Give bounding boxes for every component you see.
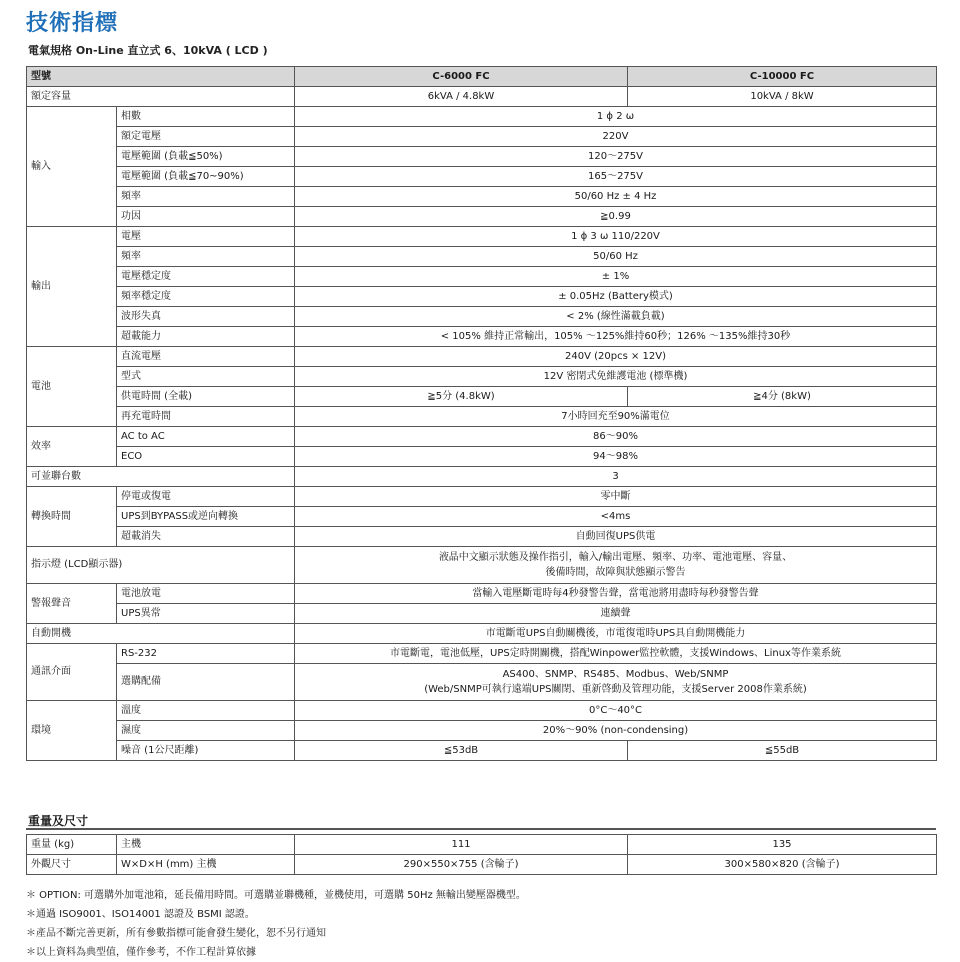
table-row: [27, 547, 937, 584]
table-row: [27, 267, 937, 287]
row-label: 波形失真: [117, 307, 295, 327]
table-row: [27, 247, 937, 267]
cell-value: ± 1%: [295, 267, 937, 287]
row-label: 電壓: [117, 227, 295, 247]
row-label: 電壓穩定度: [117, 267, 295, 287]
cell-value: 120〜275V: [295, 147, 937, 167]
indicator-line-2: 後備時間，故障與狀態顯示警告: [545, 567, 686, 578]
table-row: [27, 584, 937, 604]
table-row: [27, 147, 937, 167]
row-label: 型式: [117, 367, 295, 387]
cell-value: ≧0.99: [295, 207, 937, 227]
cell-value: 135: [628, 835, 937, 855]
row-label: 電壓範圍 (負載≦50%): [117, 147, 295, 167]
page-subtitle: 電氣規格 On-Line 直立式 6、10kVA ( LCD ): [28, 44, 268, 57]
spec-table: [26, 66, 937, 761]
table-row: [27, 327, 937, 347]
cell-value: ≧4分 (8kW): [628, 387, 937, 407]
section-divider: [26, 828, 936, 830]
cell-value: ≦53dB: [295, 741, 628, 761]
cell-value: 市電斷電，電池低壓，UPS定時開關機，搭配Winpower監控軟體，支援Windows、Linux等作業系統: [295, 644, 937, 664]
row-label: 額定容量: [27, 87, 295, 107]
cell-value: 當輸入電壓斷電時每4秒發警告聲，當電池將用盡時每秒發警告聲: [295, 584, 937, 604]
cell-value: 300×580×820 (含輪子): [628, 855, 937, 875]
group-label-env: 環境: [27, 701, 117, 761]
row-label: 電池放電: [117, 584, 295, 604]
cell-value: 連續聲: [295, 604, 937, 624]
table-row: [27, 347, 937, 367]
row-sublabel: W×D×H (mm) 主機: [117, 855, 295, 875]
table-row: [27, 87, 937, 107]
row-label: 頻率: [117, 187, 295, 207]
table-row: [27, 127, 937, 147]
cell-value: <4ms: [295, 507, 937, 527]
table-row: [27, 855, 937, 875]
row-label: 選購配備: [117, 664, 295, 701]
cell-value: [295, 664, 937, 701]
row-label: 指示燈 (LCD顯示器): [27, 547, 295, 584]
table-row: [27, 721, 937, 741]
note-item: ＊ OPTION: 可選購外加電池箱，延長備用時間。可選購並聯機種，並機使用，可選購 50Hz 無輸出變壓器機型。: [26, 890, 526, 901]
cell-value: 50/60 Hz: [295, 247, 937, 267]
table-row: [27, 207, 937, 227]
cell-value: 零中斷: [295, 487, 937, 507]
cell-value: 1 ϕ 2 ω: [295, 107, 937, 127]
row-label: 自動開機: [27, 624, 295, 644]
table-row: [27, 701, 937, 721]
cell-value: 7小時回充至90%滿電位: [295, 407, 937, 427]
row-sublabel: 主機: [117, 835, 295, 855]
row-label: 相數: [117, 107, 295, 127]
row-label: 噪音 (1公尺距離): [117, 741, 295, 761]
header-model-6000: C-6000 FC: [295, 67, 628, 87]
table-row: [27, 741, 937, 761]
group-label-efficiency: 效率: [27, 427, 117, 467]
table-row: [27, 227, 937, 247]
table-row: [27, 664, 937, 701]
weight-table: [26, 834, 937, 875]
row-label: RS-232: [117, 644, 295, 664]
header-model-10000: C-10000 FC: [628, 67, 937, 87]
cell-value: 165〜275V: [295, 167, 937, 187]
table-header-row: [27, 67, 937, 87]
row-label: 電壓範圍 (負載≦70~90%): [117, 167, 295, 187]
cell-value: 240V (20pcs × 12V): [295, 347, 937, 367]
note-item: ＊產品不斷完善更新，所有參數指標可能會發生變化，恕不另行通知: [26, 928, 326, 939]
row-label: 直流電壓: [117, 347, 295, 367]
table-row: [27, 447, 937, 467]
row-label: 外觀尺寸: [27, 855, 117, 875]
note-item: ＊通過 ISO9001、ISO14001 認證及 BSMI 認證。: [26, 909, 255, 920]
table-row: [27, 287, 937, 307]
cell-value: 20%〜90% (non-condensing): [295, 721, 937, 741]
cell-value: 10kVA / 8kW: [628, 87, 937, 107]
table-row: [27, 187, 937, 207]
row-label: 頻率穩定度: [117, 287, 295, 307]
cell-value: 3: [295, 467, 937, 487]
table-row: [27, 604, 937, 624]
row-label: AC to AC: [117, 427, 295, 447]
table-row: [27, 307, 937, 327]
row-label: 停電或復電: [117, 487, 295, 507]
group-label-transfer: 轉換時間: [27, 487, 117, 547]
cell-value: 86〜90%: [295, 427, 937, 447]
table-row: [27, 527, 937, 547]
row-label: UPS異常: [117, 604, 295, 624]
table-row: [27, 487, 937, 507]
row-label: 溫度: [117, 701, 295, 721]
table-row: [27, 167, 937, 187]
row-label: ECO: [117, 447, 295, 467]
row-label: 超載消失: [117, 527, 295, 547]
table-row: [27, 367, 937, 387]
row-label: 供電時間 (全載): [117, 387, 295, 407]
cell-value: < 105% 維持正常輸出，105% 〜125%維持60秒；126% 〜135%維持30秒: [295, 327, 937, 347]
table-row: [27, 427, 937, 447]
table-row: [27, 407, 937, 427]
cell-value: 12V 密閉式免維護電池 (標準機): [295, 367, 937, 387]
cell-value: 自動回復UPS供電: [295, 527, 937, 547]
group-label-input: 輸入: [27, 107, 117, 227]
cell-value: 0°C〜40°C: [295, 701, 937, 721]
cell-value: < 2% (線性滿載負載): [295, 307, 937, 327]
group-label-alarm: 警報聲音: [27, 584, 117, 624]
cell-value: 1 ϕ 3 ω 110/220V: [295, 227, 937, 247]
header-model-label: 型號: [27, 67, 295, 87]
row-label: 濕度: [117, 721, 295, 741]
cell-value: ≧5分 (4.8kW): [295, 387, 628, 407]
notes-list: [26, 886, 526, 962]
page-title: 技術指標: [26, 11, 119, 36]
group-label-output: 輸出: [27, 227, 117, 347]
section-title-weight: 重量及尺寸: [28, 814, 89, 828]
table-row: [27, 507, 937, 527]
cell-value: 50/60 Hz ± 4 Hz: [295, 187, 937, 207]
options-line-1: AS400、SNMP、RS485、Modbus、Web/SNMP: [502, 669, 729, 680]
cell-value: 111: [295, 835, 628, 855]
row-label: 功因: [117, 207, 295, 227]
cell-value: [295, 547, 937, 584]
table-row: [27, 624, 937, 644]
cell-value: 6kVA / 4.8kW: [295, 87, 628, 107]
row-label: 重量 (kg): [27, 835, 117, 855]
note-item: ＊以上資料為典型值，僅作參考，不作工程計算依據: [26, 947, 256, 958]
row-label: 再充電時間: [117, 407, 295, 427]
table-row: [27, 835, 937, 855]
table-row: [27, 467, 937, 487]
table-row: [27, 387, 937, 407]
indicator-line-1: 液晶中文顯示狀態及操作指引，輸入/輸出電壓、頻率、功率、電池電壓、容量、: [438, 552, 793, 563]
row-label: 超載能力: [117, 327, 295, 347]
table-row: [27, 107, 937, 127]
cell-value: ≦55dB: [628, 741, 937, 761]
cell-value: 94〜98%: [295, 447, 937, 467]
row-label: 額定電壓: [117, 127, 295, 147]
row-label: 頻率: [117, 247, 295, 267]
options-line-2: (Web/SNMP可執行遠端UPS關閉、重新啓動及管理功能，支援Server 2008作業系統): [424, 684, 807, 695]
cell-value: 220V: [295, 127, 937, 147]
row-label: UPS到BYPASS或逆向轉換: [117, 507, 295, 527]
group-label-battery: 電池: [27, 347, 117, 427]
cell-value: 市電斷電UPS自動關機後，市電復電時UPS具自動開機能力: [295, 624, 937, 644]
row-label: 可並聯台數: [27, 467, 295, 487]
cell-value: 290×550×755 (含輪子): [295, 855, 628, 875]
group-label-comm: 通訊介面: [27, 644, 117, 701]
cell-value: ± 0.05Hz (Battery模式): [295, 287, 937, 307]
table-row: [27, 644, 937, 664]
